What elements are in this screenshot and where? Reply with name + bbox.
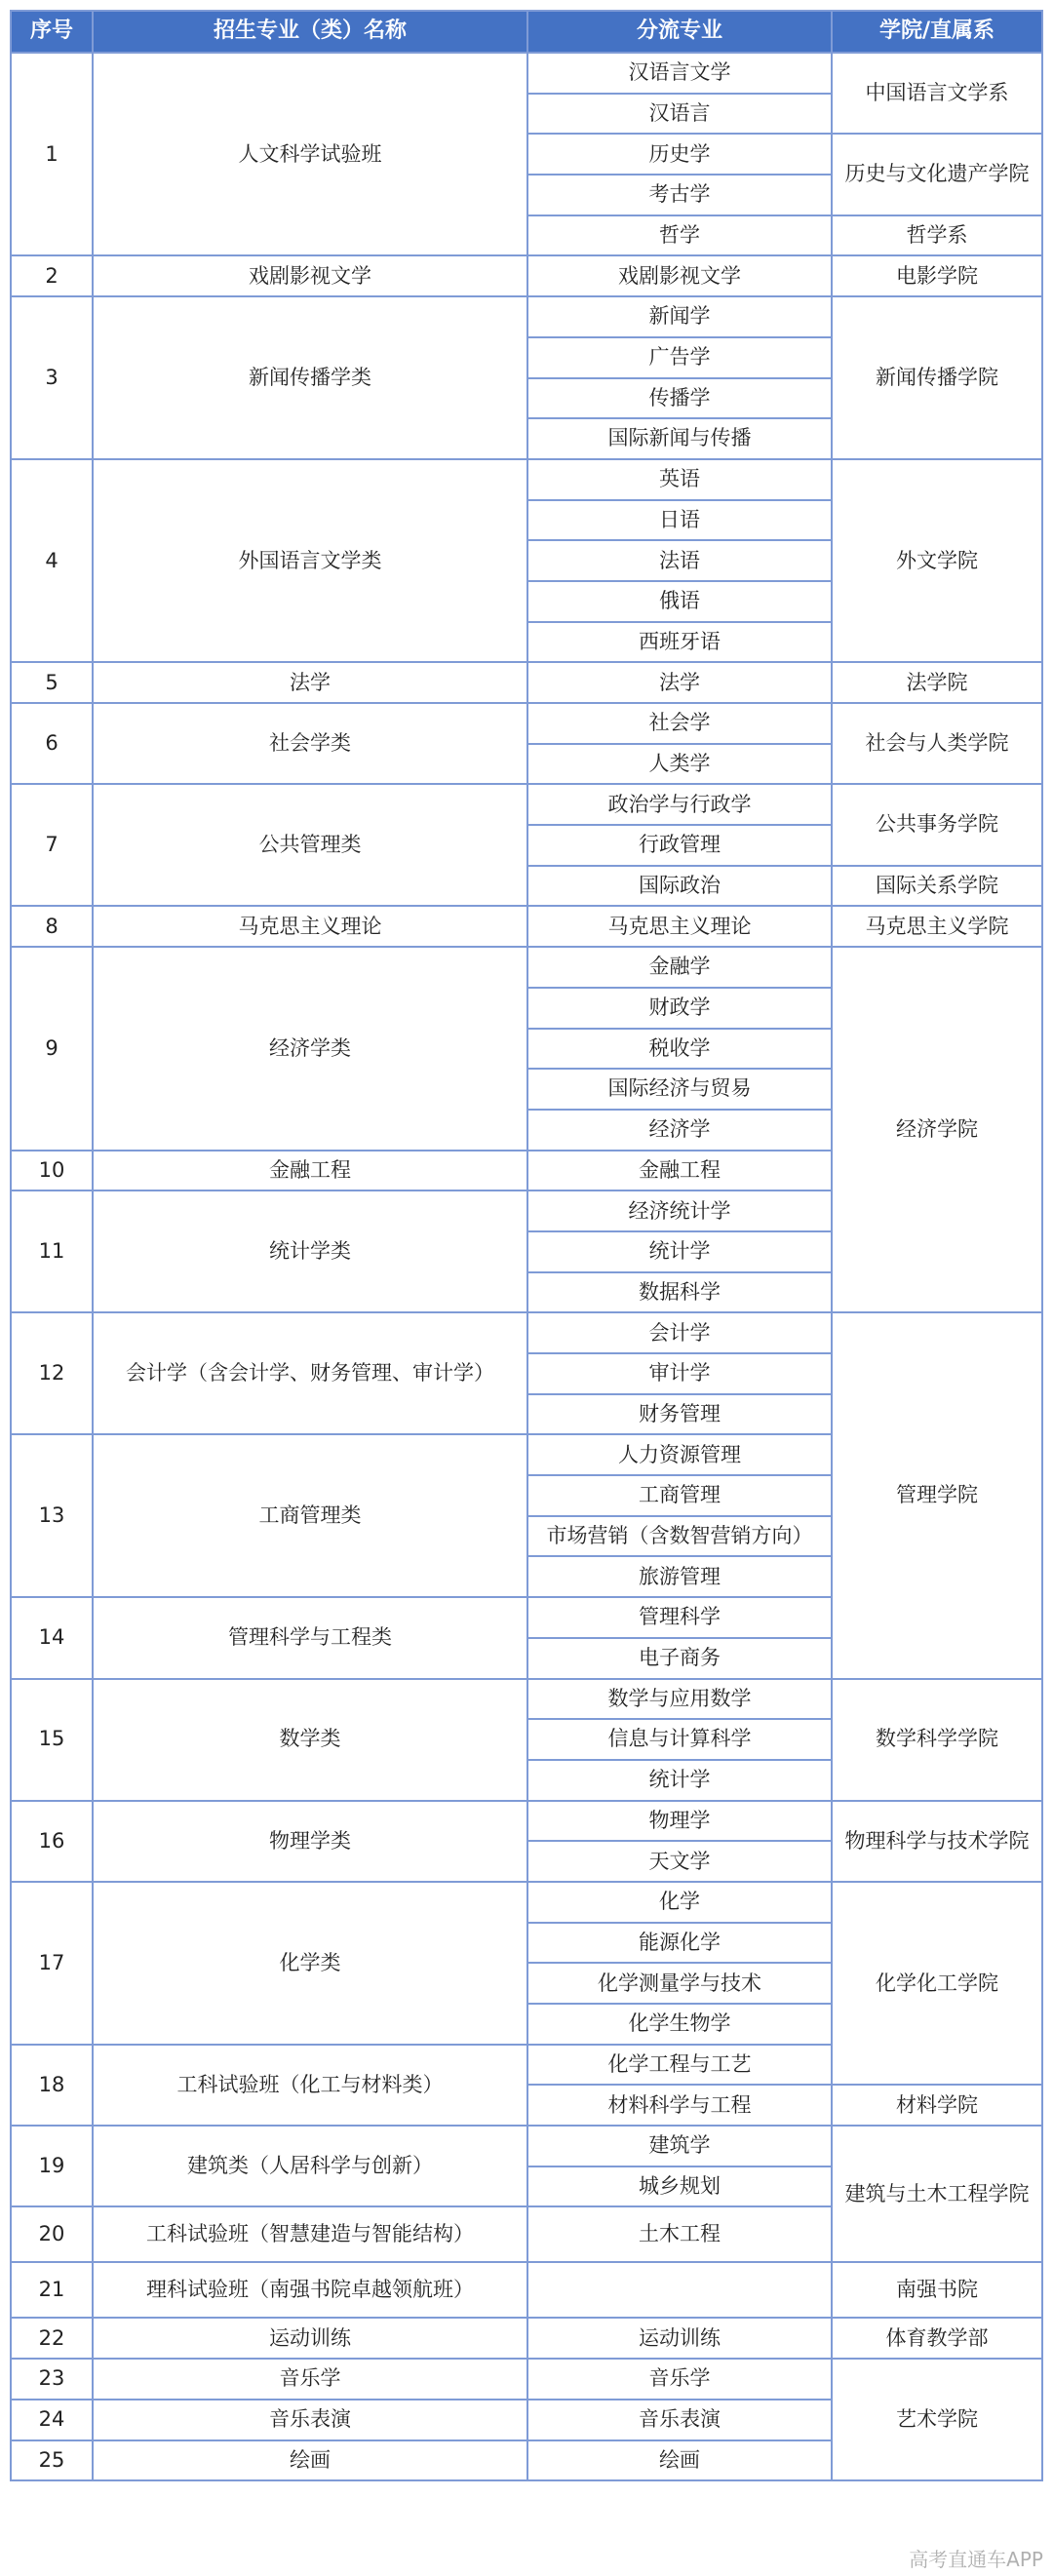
table-row xyxy=(11,662,1042,703)
table-row xyxy=(11,784,1042,825)
stream-major-cell: 法学 xyxy=(527,662,832,703)
stream-major-cell: 马克思主义理论 xyxy=(527,906,832,947)
stream-major-cell: 人类学 xyxy=(527,744,832,785)
index-cell: 10 xyxy=(11,1151,93,1191)
index-cell: 23 xyxy=(11,2359,93,2400)
stream-major-cell: 汉语言文学 xyxy=(527,53,832,94)
major-name-cell: 人文科学试验班 xyxy=(93,53,527,255)
stream-major-cell: 音乐表演 xyxy=(527,2400,832,2440)
header-index: 序号 xyxy=(11,11,93,53)
stream-major-cell: 市场营销（含数智营销方向） xyxy=(527,1516,832,1557)
index-cell: 5 xyxy=(11,662,93,703)
college-cell: 哲学系 xyxy=(832,215,1042,256)
stream-major-cell: 哲学 xyxy=(527,215,832,256)
stream-major-cell: 国际政治 xyxy=(527,866,832,907)
index-cell: 20 xyxy=(11,2206,93,2262)
table-row xyxy=(11,2318,1042,2359)
header-college: 学院/直属系 xyxy=(832,11,1042,53)
table-row xyxy=(11,1801,1042,1842)
stream-major-cell: 西班牙语 xyxy=(527,622,832,663)
table-row xyxy=(11,703,1042,744)
major-name-cell: 工商管理类 xyxy=(93,1434,527,1597)
index-cell: 15 xyxy=(11,1679,93,1801)
stream-major-cell: 统计学 xyxy=(527,1760,832,1801)
college-cell: 建筑与土木工程学院 xyxy=(832,2126,1042,2262)
stream-major-cell: 政治学与行政学 xyxy=(527,784,832,825)
major-name-cell: 金融工程 xyxy=(93,1151,527,1191)
stream-major-cell: 审计学 xyxy=(527,1353,832,1394)
stream-major-cell: 能源化学 xyxy=(527,1923,832,1964)
stream-major-cell: 人力资源管理 xyxy=(527,1434,832,1475)
college-cell: 体育教学部 xyxy=(832,2318,1042,2359)
major-name-cell: 运动训练 xyxy=(93,2318,527,2359)
majors-table xyxy=(10,10,1043,2481)
index-cell: 17 xyxy=(11,1882,93,2045)
major-name-cell: 绘画 xyxy=(93,2440,527,2481)
major-name-cell: 化学类 xyxy=(93,1882,527,2045)
index-cell: 25 xyxy=(11,2440,93,2481)
stream-major-cell: 化学生物学 xyxy=(527,2004,832,2045)
stream-major-cell: 考古学 xyxy=(527,175,832,215)
stream-major-cell: 材料科学与工程 xyxy=(527,2085,832,2126)
major-name-cell: 会计学（含会计学、财务管理、审计学） xyxy=(93,1312,527,1434)
stream-major-cell: 工商管理 xyxy=(527,1475,832,1516)
stream-major-cell: 财务管理 xyxy=(527,1394,832,1435)
college-cell: 新闻传播学院 xyxy=(832,296,1042,459)
index-cell: 16 xyxy=(11,1801,93,1882)
major-name-cell: 社会学类 xyxy=(93,703,527,784)
stream-major-cell: 戏剧影视文学 xyxy=(527,255,832,296)
college-cell: 马克思主义学院 xyxy=(832,906,1042,947)
stream-major-cell: 法语 xyxy=(527,540,832,581)
stream-major-cell xyxy=(527,2262,832,2318)
index-cell: 24 xyxy=(11,2400,93,2440)
index-cell: 13 xyxy=(11,1434,93,1597)
college-cell: 中国语言文学系 xyxy=(832,53,1042,134)
major-name-cell: 工科试验班（智慧建造与智能结构） xyxy=(93,2206,527,2262)
table-row xyxy=(11,459,1042,500)
stream-major-cell: 管理科学 xyxy=(527,1597,832,1638)
watermark: 高考直通车APP xyxy=(909,2548,1043,2571)
stream-major-cell: 化学工程与工艺 xyxy=(527,2045,832,2086)
stream-major-cell: 物理学 xyxy=(527,1801,832,1842)
stream-major-cell: 汉语言 xyxy=(527,94,832,135)
index-cell: 6 xyxy=(11,703,93,784)
header-stream-major: 分流专业 xyxy=(527,11,832,53)
college-cell: 化学化工学院 xyxy=(832,1882,1042,2085)
stream-major-cell: 行政管理 xyxy=(527,825,832,866)
college-cell: 社会与人类学院 xyxy=(832,703,1042,784)
index-cell: 8 xyxy=(11,906,93,947)
index-cell: 1 xyxy=(11,53,93,255)
table-row xyxy=(11,1312,1042,1353)
stream-major-cell: 财政学 xyxy=(527,988,832,1029)
major-name-cell: 统计学类 xyxy=(93,1190,527,1312)
major-name-cell: 外国语言文学类 xyxy=(93,459,527,662)
stream-major-cell: 税收学 xyxy=(527,1029,832,1070)
major-name-cell: 法学 xyxy=(93,662,527,703)
index-cell: 22 xyxy=(11,2318,93,2359)
stream-major-cell: 天文学 xyxy=(527,1841,832,1882)
index-cell: 12 xyxy=(11,1312,93,1434)
stream-major-cell: 建筑学 xyxy=(527,2126,832,2166)
stream-major-cell: 经济统计学 xyxy=(527,1190,832,1231)
stream-major-cell: 化学测量学与技术 xyxy=(527,1963,832,2004)
stream-major-cell: 国际经济与贸易 xyxy=(527,1069,832,1110)
major-name-cell: 理科试验班（南强书院卓越领航班） xyxy=(93,2262,527,2318)
index-cell: 21 xyxy=(11,2262,93,2318)
stream-major-cell: 电子商务 xyxy=(527,1638,832,1679)
table-row xyxy=(11,53,1042,94)
stream-major-cell: 经济学 xyxy=(527,1110,832,1151)
stream-major-cell: 金融工程 xyxy=(527,1151,832,1191)
table-row xyxy=(11,2262,1042,2318)
index-cell: 3 xyxy=(11,296,93,459)
stream-major-cell: 旅游管理 xyxy=(527,1556,832,1597)
stream-major-cell: 俄语 xyxy=(527,581,832,622)
college-cell: 数学科学学院 xyxy=(832,1679,1042,1801)
stream-major-cell: 信息与计算科学 xyxy=(527,1719,832,1760)
college-cell: 法学院 xyxy=(832,662,1042,703)
index-cell: 4 xyxy=(11,459,93,662)
stream-major-cell: 英语 xyxy=(527,459,832,500)
table-row xyxy=(11,1882,1042,1923)
major-name-cell: 建筑类（人居科学与创新） xyxy=(93,2126,527,2206)
table-row xyxy=(11,2359,1042,2400)
stream-major-cell: 数学与应用数学 xyxy=(527,1679,832,1720)
major-name-cell: 数学类 xyxy=(93,1679,527,1801)
stream-major-cell: 运动训练 xyxy=(527,2318,832,2359)
stream-major-cell: 历史学 xyxy=(527,134,832,175)
stream-major-cell: 城乡规划 xyxy=(527,2166,832,2207)
college-cell: 公共事务学院 xyxy=(832,784,1042,865)
major-name-cell: 公共管理类 xyxy=(93,784,527,906)
college-cell: 材料学院 xyxy=(832,2085,1042,2126)
index-cell: 18 xyxy=(11,2045,93,2126)
index-cell: 7 xyxy=(11,784,93,906)
index-cell: 2 xyxy=(11,255,93,296)
table-row xyxy=(11,947,1042,988)
table-row xyxy=(11,2126,1042,2166)
table-row xyxy=(11,255,1042,296)
stream-major-cell: 广告学 xyxy=(527,337,832,378)
stream-major-cell: 土木工程 xyxy=(527,2206,832,2262)
major-name-cell: 音乐学 xyxy=(93,2359,527,2400)
stream-major-cell: 化学 xyxy=(527,1882,832,1923)
major-name-cell: 戏剧影视文学 xyxy=(93,255,527,296)
stream-major-cell: 国际新闻与传播 xyxy=(527,418,832,459)
college-cell: 物理科学与技术学院 xyxy=(832,1801,1042,1882)
major-name-cell: 管理科学与工程类 xyxy=(93,1597,527,1678)
index-cell: 9 xyxy=(11,947,93,1150)
table-row xyxy=(11,1679,1042,1720)
college-cell: 历史与文化遗产学院 xyxy=(832,134,1042,215)
index-cell: 19 xyxy=(11,2126,93,2206)
table-row xyxy=(11,906,1042,947)
stream-major-cell: 社会学 xyxy=(527,703,832,744)
stream-major-cell: 音乐学 xyxy=(527,2359,832,2400)
stream-major-cell: 绘画 xyxy=(527,2440,832,2481)
major-name-cell: 物理学类 xyxy=(93,1801,527,1882)
major-name-cell: 工科试验班（化工与材料类） xyxy=(93,2045,527,2126)
stream-major-cell: 传播学 xyxy=(527,378,832,419)
college-cell: 经济学院 xyxy=(832,947,1042,1312)
major-name-cell: 音乐表演 xyxy=(93,2400,527,2440)
major-name-cell: 新闻传播学类 xyxy=(93,296,527,459)
college-cell: 外文学院 xyxy=(832,459,1042,662)
table-row xyxy=(11,296,1042,337)
header-major-name: 招生专业（类）名称 xyxy=(93,11,527,53)
college-cell: 艺术学院 xyxy=(832,2359,1042,2480)
stream-major-cell: 金融学 xyxy=(527,947,832,988)
index-cell: 11 xyxy=(11,1190,93,1312)
stream-major-cell: 数据科学 xyxy=(527,1272,832,1313)
college-cell: 管理学院 xyxy=(832,1312,1042,1678)
stream-major-cell: 新闻学 xyxy=(527,296,832,337)
table-header-row xyxy=(11,11,1042,53)
index-cell: 14 xyxy=(11,1597,93,1678)
college-cell: 南强书院 xyxy=(832,2262,1042,2318)
college-cell: 国际关系学院 xyxy=(832,866,1042,907)
major-name-cell: 马克思主义理论 xyxy=(93,906,527,947)
stream-major-cell: 会计学 xyxy=(527,1312,832,1353)
college-cell: 电影学院 xyxy=(832,255,1042,296)
major-name-cell: 经济学类 xyxy=(93,947,527,1150)
stream-major-cell: 统计学 xyxy=(527,1231,832,1272)
stream-major-cell: 日语 xyxy=(527,500,832,541)
